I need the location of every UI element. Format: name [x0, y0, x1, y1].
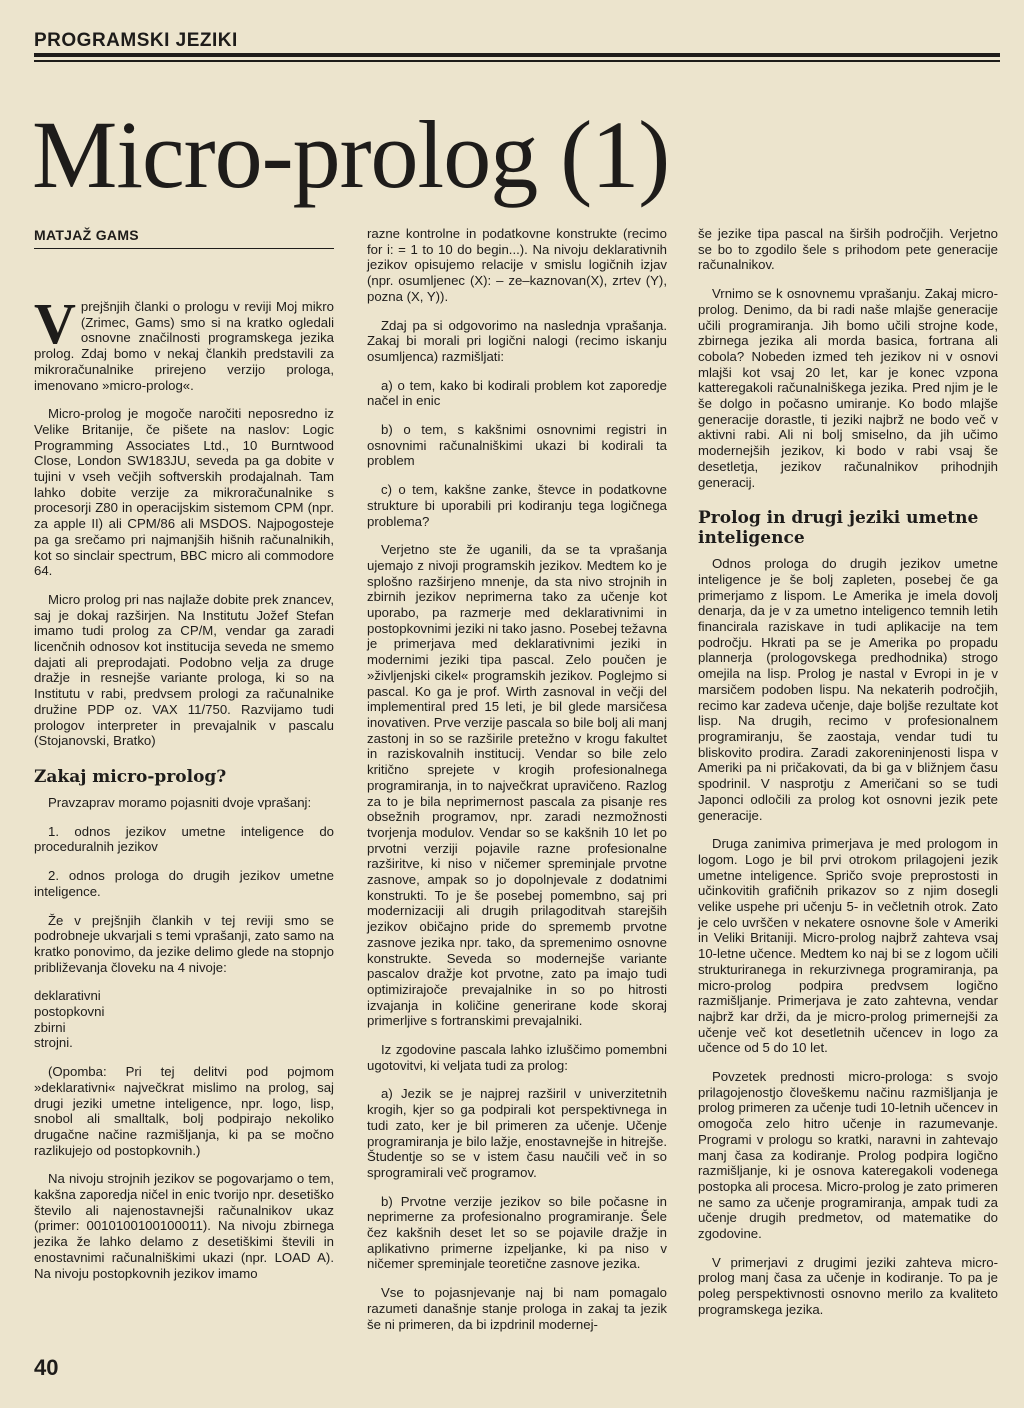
- paragraph: še jezike tipa pascal na širših področjih. Verjetno se bo to zgodilo šele s prihodom pete generacije računalnikov.: [698, 226, 998, 273]
- paragraph: Povzetek prednosti micro-prologa: s svojo prilagojenostjo človeškemu načinu razmišljanja je prolog primeren za učenje tudi 10-letnih učencev in omogoča zelo hitro učenje in razumevanje. Programi v prologu so kratki, naravni in zahtevajo manj časa za kodiranje. Prolog podpira logično razmišljanje, ki je osnova kateregakoli vodenega postopka ali procesa. Micro-prolog je zato primeren ne samo za učenje programiranja, ampak tudi za učenje drugih predmetov, od matematike do zgodovine.: [698, 1069, 998, 1242]
- paragraph: a) o tem, kako bi kodirali problem kot zaporedje načel in enic: [367, 377, 667, 409]
- article-title: Micro-prolog (1): [32, 101, 670, 208]
- list-item: postopkovni: [34, 1004, 105, 1020]
- list-item: deklarativni: [34, 988, 101, 1004]
- paragraph: Iz zgodovine pascala lahko izluščimo pomembni ugotovitvi, ki veljata tudi za prolog:: [367, 1042, 667, 1073]
- paragraph: b) Prvotne verzije jezikov so bile počasne in neprimerne za profesionalno programiranje. Šele čez kakšnih deset let so se pojavile dražje in aplikativno primerne izpeljanke, ki pa niso v ničemer spreminjale teoretične zasnove jezika.: [367, 1193, 667, 1272]
- list-item: strojni.: [34, 1035, 73, 1051]
- list-item: zbirni: [34, 1019, 66, 1035]
- subheading: Prolog in drugi jeziki umetne inteligence: [698, 508, 979, 549]
- author-name: MATJAŽ GAMS: [34, 226, 334, 249]
- paragraph: Druga zanimiva primerjava je med prologom in logom. Logo je bil prvi otrokom prilagojeni jezik umetne inteligence. Spričo svoje preprostosti in učinkovitih grafičnih prikazov so z njim dosegli velike uspehe pri učenju 5- in večletnih otrok. Zato je celo uvrščen v nekatere osnovne šole v Ameriki in Veliki Britaniji. Micro-prolog najbrž zahteva vsaj 10-letne učence. Medtem ko naj bi se z logom učili strukturiranega in rekurzivnega programiranja, pa micro-prolog podpira predvsem logično razmišljanje. Primerjava je zato zahtevna, vendar najbrž kar drži, da je micro-prolog primernejši za učenje več kot desetletnih učencev in logo za učence od 5 do 10 let.: [698, 836, 998, 1056]
- paragraph: Vse to pojasnjevanje naj bi nam pomagalo razumeti današnje stanje prologa in zakaj ta jezik še ni primeren, da bi izpdrinil modernej-: [367, 1285, 667, 1332]
- paragraph: Že v prejšnjih člankih v tej reviji smo se podrobneje ukvarjali s temi vprašanji, zato samo na kratko ponovimo, da jezike delimo glede na stopnjo približevanja človeku na 4 nivoje:: [34, 912, 334, 975]
- paragraph: b) o tem, s kakšnimi osnovnimi registri in osnovnimi računalniškimi ukazi bi kodirali ta problem: [367, 422, 667, 469]
- column-1: [34, 226, 334, 1294]
- paragraph: 2. odnos prologa do drugih jezikov umetne inteligence.: [34, 868, 334, 899]
- subheading: Zakaj micro-prolog?: [34, 766, 227, 787]
- column-2: [367, 226, 667, 1345]
- paragraph: Pravzaprav moramo pojasniti dvoje vprašanj:: [48, 794, 312, 810]
- paragraph: (Opomba: Pri tej delitvi pod pojmom »deklarativni« največkrat mislimo na prolog, saj drugi jeziki umetne inteligence, npr. logo, lisp, snobol ali smalltalk, bolj podpirajo nekoliko drugačne načine razmišljanja, ki pa se močno razlikujejo od postopkovnih.): [34, 1064, 334, 1158]
- levels-list: [34, 988, 334, 1051]
- paragraph: Vrnimo se k osnovnemu vprašanju. Zakaj micro-prolog. Denimo, da bi radi naše mlajše generacije učili programiranja. Jih bomo učili strojne kode, zbirnega jezika ali morda basica, fortrana ali cobola? Nobeden izmed teh jezikov ni v osnovi mlajši kot vsaj 20 let, kar je konec vzpona katteregakoli računalniškega jezika. Pred njim je le še dolgo in počasno umiranje. Ko bodo mlajše generacije dorastle, ti jeziki najbrž ne bodo več v aktivni rabi. Ali ni bolj smiselno, da jih učimo modernejših jezikov, ki bodo v rabi vsaj še desetletja, jezikov računalnikov prihodnjih generacij.: [698, 286, 998, 490]
- paragraph: c) o tem, kakšne zanke, števce in podatkovne strukture bi uporabili pri kodiranju tega logičnega problema?: [367, 482, 667, 529]
- page-number: 40: [34, 1355, 59, 1380]
- paragraph: Zdaj pa si odgovorimo na naslednja vprašanja. Zakaj bi morali pri logični nalogi (recimo iskanju osumljenca) razmišljati:: [367, 317, 667, 364]
- paragraph: a) Jezik se je najprej razširil v univerzitetnih krogih, kjer so ga podpirali kot perspektivnega in tudi zato, ker je bil primeren za učenje. Učenje programiranja je bilo lažje, enostavnejše in hitrejše. Študentje so se v istem času naučili več in so sprogramirali več programov.: [367, 1086, 667, 1180]
- paragraph: 1. odnos jezikov umetne inteligence do proceduralnih jezikov: [34, 823, 334, 855]
- paragraph: Verjetno ste že uganili, da se ta vprašanja ujemajo z nivoji programskih jezikov. Medtem ko je splošno razširjeno mnenje, da sta nivo strojnih in zbirnih jezikov neprimerna tako za učenje kot uporabo, pa razmerje med deklarativnimi in postopkovnimi jeziki ni tako jasno. Posebej težavna je primerjava med deklarativnimi jeziki in modernimi jeziki tipa pascal. Zelo poučen je »življenjski cikel« programskih jezikov. Poglejmo si pascal. Ko ga je prof. Wirth zasnoval in večji del implementiral pred 15 leti, je bil glede marsičesa inovativen. Prve verzije pascala so bile bolj ali manj zastonj in so se razširile pretežno v krogu fakultet in raziskovalnih institucij. Vendar so bile zelo kritično sprejete v krogih profesionalnega programiranja, in to največkrat upravičeno. Razlog za to je bila neprimernost pascala za pisanje res obsežnih programov, npr. zaradi nezmožnosti tvorjenja modulov. Vendar so se kakšnih 10 let po prvotni verziji pojavile razne profesionalne razširitve, ki niso v ničemer spreminjale prvotne zasnove, ampak so jo dopolnjevale z dodatnimi konstrukti. To je še posebej pomembno, saj pri modernizaciji ali drugih prilagoditvah starejših jezikov običajno pride do sprememb prvotne zasnove jezika npr. tako, da spremenimo osnovne konstrukte. Seveda so modernejše variante pascalov dražje kot prvotne, zato pa imajo tudi optimizirajoče prevajalnike in so po hitrosti izvajanja in količine generirane kode skoraj primerljive s fortranskimi prevajalniki.: [367, 542, 667, 1029]
- paragraph: razne kontrolne in podatkovne konstrukte (recimo for i: = 1 to 10 do begin...). Na nivoju deklarativnih jezikov opisujemo relacije v smislu logičnih izjav (npr. osumljenec (X): – ze–kaznovan(X), zrtev (Y), pozna (X, Y)).: [367, 226, 667, 304]
- section-title: PROGRAMSKI JEZIKI: [34, 30, 244, 52]
- header-rule-thick: [34, 53, 1000, 57]
- intro-paragraph: Vprejšnjih članki o prologu v reviji Moj mikro (Zrimec, Gams) smo si na kratko ogledali osnovne značilnosti programskega jezika prolog. Zdaj bomo v nekaj člankih predstavili za mikroračunalnike prirejeno verzijo prologa, imenovano »micro-prolog«.: [34, 291, 334, 393]
- paragraph: Micro prolog pri nas najlaže dobite prek znancev, saj je dokaj razširjen. Na Institutu Jožef Stefan imamo tudi prolog za CP/M, vendar ga zaradi licenčnih odnosov kot institucija seveda ne smemo dajati ali preprodajati. Podobno velja za druge dražje in resnejše variante prologa, ki so na Institutu v rabi, predvsem prologi za računalnike družine PDP oz. VAX 11/750. Razvijamo tudi prologov interpreter in prevajalnik v pascalu (Stojanovski, Bratko): [34, 591, 334, 749]
- paragraph: Micro-prolog je mogoče naročiti neposredno iz Velike Britanije, če pišete na naslov: Logic Programming Associates Ltd., 10 Burntwood Close, London SW183JU, seveda pa ga dobite v tujini v vseh večjih softverskih prodajalnah. Tam lahko dobite verzije za mikroračunalnike s procesorji Z80 in operacijskim sistemom CPM (npr. za apple II) ali CPM/86 ali MSDOS. Najpogosteje pa ga srečamo pri najmanjših hišnih računalnikih, kot so sinclair spectrum, BBC micro ali commodore 64.: [34, 406, 334, 579]
- header-rule-thin: [34, 60, 1000, 62]
- paragraph: Na nivoju strojnih jezikov se pogovarjamo o tem, kakšna zaporedja ničel in enic tvorijo npr. desetiško število ali najenostavnejši računalnikov ukaz (primer: 0010100100100011). Na nivoju zbirnega jezika že lahko delamo z desetiškimi števili in enostavnimi računalniškimi ukazi (npr. LOAD A). Na nivoju postopkovnih jezikov imamo: [34, 1171, 334, 1281]
- drop-cap: V: [34, 291, 76, 356]
- paragraph: Odnos prologa do drugih jezikov umetne inteligence je še bolj zapleten, posebej če ga primerjamo z lispom. Le Amerika je imela dovolj denarja, da je v za umetno inteligenco temnih letih financirala raziskave in tudi aplikacije na tem področju. Hkrati pa se je Amerika po propadu plannerja (prologovskega predhodnika) strogo omejila na lisp. Prolog je nastal v Evropi in je v marsičem podoben lispu. Na nekaterih področjih, recimo kar zadeva učenje, daje boljše rezultate kot lisp. Na drugih, recimo v profesionalnem programiranju, še zaostaja, vendar tudi tu bliskovito prodira. Zaradi zakoreninjenosti lispa v Ameriki pa ni pričakovati, da bi ga v bližnjem času spodrinil. V nasprotju z Američani so se tudi Japonci odločili za prolog kot osnovni jezik pete generacije.: [698, 556, 998, 823]
- page-header: [34, 30, 1000, 70]
- paragraph: V primerjavi z drugimi jeziki zahteva micro-prolog manj časa za učenje in kodiranje. To pa je poleg perspektivnosti osnovno merilo za kvaliteto programskega jezika.: [698, 1254, 998, 1317]
- column-3: [698, 226, 998, 1331]
